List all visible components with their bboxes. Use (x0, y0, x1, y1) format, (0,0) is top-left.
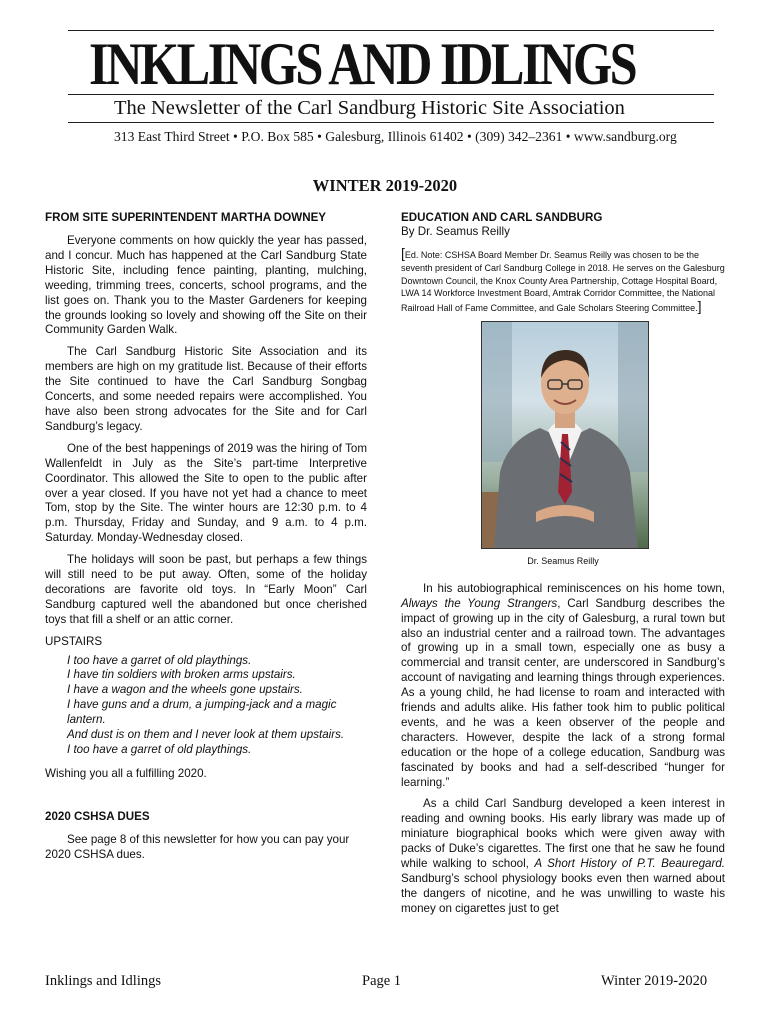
poem-line: And dust is on them and I never look at them upstairs. (67, 728, 345, 742)
portrait-photo (481, 321, 649, 549)
poem-line: I have a wagon and the wheels gone upstairs. (67, 683, 303, 697)
dues-paragraph: See page 8 of this newsletter for how you can pay your 2020 CSHSA dues. (45, 832, 350, 861)
close-bracket: ] (697, 298, 702, 315)
editor-note (401, 244, 725, 315)
masthead (68, 30, 714, 145)
superintendent-paragraph-3: One of the best happenings of 2019 was the hiring of Tom Wallenfeldt in July as the Site’s part-time Interpretive Coordinator. This allowed the Site to open to the public after over a year closed. If you have not yet had a chance to meet Tom, stop by the Site. The winter hours are 12:30 p.m. to 4 p.m. Thursday, Friday and Sunday, and 9 a.m. to 4 p.m. Saturday. Monday-Wednesday closed. (45, 441, 367, 545)
footer-page-number: Page 1 (362, 973, 402, 989)
newsletter-subtitle: The Newsletter of the Carl Sandburg Historic Site Association (114, 97, 625, 119)
education-paragraph-2 (401, 797, 725, 916)
text-run: , Carl Sandburg describes the impact of growing up in the city of Galesburg, a rural town but also an industrial center and a railroad town. The advantages of growing up in a small town, especially one as busy a commercial and transit center, are underscored in Sandburg’s account of navigating and learning things through experiences. As a young child, he had license to roam and interacted with friends and adults alike. His father took him to public political events, and he was a keen observer of the people and characters. However, despite the lack of a strong formal education or the hope of a college education, Sandburg was fascinated by books and had a self-described “hunger for learning.” (401, 596, 725, 789)
education-heading: EDUCATION AND CARL SANDBURG (401, 211, 603, 224)
issue-title: WINTER 2019-2020 (312, 176, 458, 195)
text-run: Sandburg’s school physiology books even then warned about the dangers of nicotine, and he was unwilling to waste his money on cigarettes just to get (401, 872, 725, 915)
poem-title: UPSTAIRS (45, 634, 103, 648)
poem-line: I have guns and a drum, a jumping-jack and a magic lantern. (67, 698, 337, 727)
book-title: Always the Young Strangers (401, 596, 558, 610)
poem-line: I have tin soldiers with broken arms upstairs. (67, 668, 296, 682)
portrait-illustration (482, 322, 648, 548)
association-address: 313 East Third Street • P.O. Box 585 • Galesburg, Illinois 61402 • (309) 342–2361 • www.sandburg.org (114, 129, 677, 144)
byline: By Dr. Seamus Reilly (401, 225, 510, 238)
text-run: As a child Carl Sandburg developed a keen interest in reading and owning books. His early library was made up of miniature biographical books which were given away with packs of Duke’s cigarettes. The first one that he saw he found while walking to school, (401, 797, 725, 871)
poem-line: I too have a garret of old playthings. (67, 743, 252, 756)
masthead-bottom-rule (68, 122, 714, 123)
footer-publication: Inklings and Idlings (45, 973, 161, 989)
editor-note-text: Ed. Note: CSHSA Board Member Dr. Seamus Reilly was chosen to be the seventh president of Carl Sandburg College in 2018. He serves on the Galesburg Downtown Council, the Knox County Area Partnership, Cottage Hospital Board, LWA 14 Workforce Investment Board, Amtrak Corridor Committee, the National Railroad Hall of Fame Committee, and Gale Scholars Steering Committee. (401, 249, 725, 314)
superintendent-paragraph-2: The Carl Sandburg Historic Site Association and its members are high on my gratitude list. Because of their efforts the Site continued to have the Carl Sandburg Songbag Concerts, and some needed repairs were accomplished. You have also been strong advocates for the Site and for Carl Sandburg’s legacy. (45, 345, 367, 433)
superintendent-paragraph-1: Everyone comments on how quickly the year has passed, and I concur. Much has happened at the Carl Sandburg State Historic Site, including fence painting, planting, mulching, weeding, trimming trees, concerts, school programs, and the list goes on. Thank you to the Master Gardeners for keeping the grounds looking so lovely and showing off the Site on their Community Garden Walk. (45, 234, 367, 337)
text-run: In his autobiographical reminiscences on his home town, (423, 581, 725, 595)
superintendent-paragraph-4: The holidays will soon be past, but perhaps a few things will still need to be put away. Often, some of the holiday decorations are favorite old toys. In “Early Moon” Carl Sandburg captured well the abandoned but once cherished toys that fill a shelf or an attic corner. (45, 553, 367, 626)
education-paragraph-1 (401, 582, 725, 791)
poem (67, 654, 367, 758)
left-column (45, 210, 367, 870)
footer-issue: Winter 2019-2020 (601, 973, 708, 989)
newsletter-title: INKLINGS AND IDLINGS (89, 31, 636, 97)
book-title: A Short History of P.T. Beauregard. (534, 857, 725, 871)
open-bracket: [ (401, 244, 405, 261)
poem-line: I too have a garret of old playthings. (67, 653, 252, 667)
closing-line: Wishing you all a fulfilling 2020. (45, 766, 207, 780)
right-column (401, 210, 725, 924)
superintendent-heading: FROM SITE SUPERINTENDENT MARTHA DOWNEY (45, 211, 327, 224)
photo-caption: Dr. Seamus Reilly (527, 555, 599, 566)
dues-heading: 2020 CSHSA DUES (45, 809, 150, 823)
